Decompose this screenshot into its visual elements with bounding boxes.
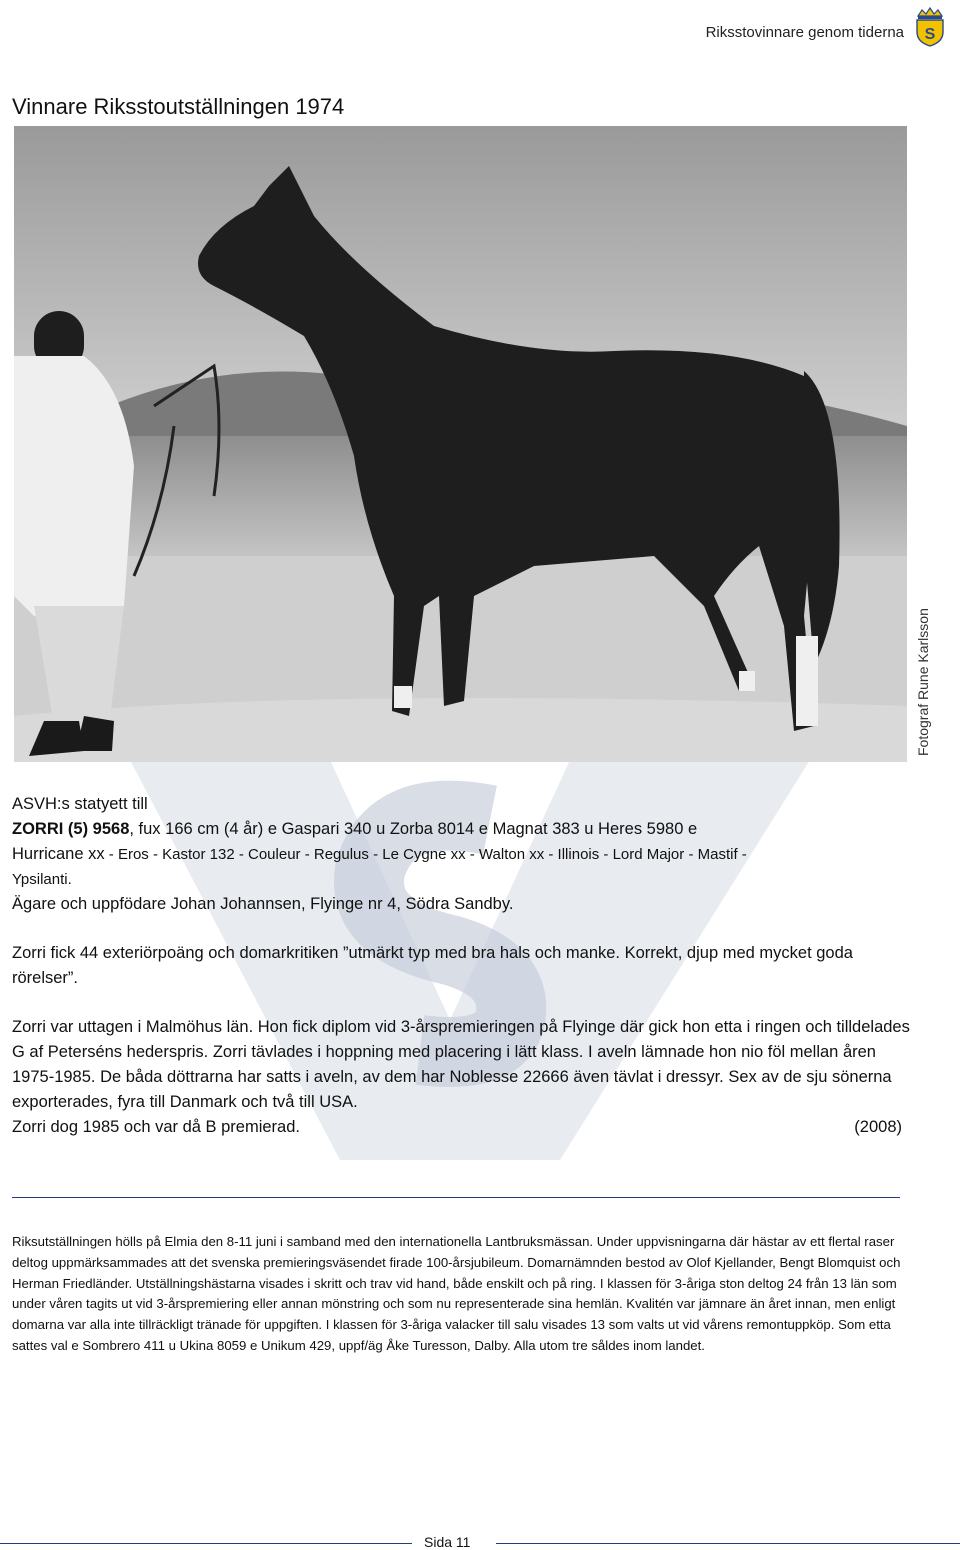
owner-line: Ägare och uppfödare Johan Johannsen, Flyinge nr 4, Södra Sandby.: [12, 895, 514, 913]
year-note: (2008): [854, 1118, 902, 1136]
footnote-paragraph: Riksutställningen hölls på Elmia den 8-11 juni i samband med den internationella Lantbruksmässan. Under uppvisningarna där hästar av ett flertal raser deltog uppmärksammades att det svenska premieringsväsendet firade 100-årsjubileum. Domarnämnden bestod av Olof Kjellander, Bengt Blomquist och Herman Friedländer. Utställningshästarna visades i skritt och trav vid hand, både enskilt och på ring. I klassen för 3-åriga ston deltog 24 från 13 län som under våren tagits ut vid 3-årspremiering eller annan mönstring och som nu representerade sina hemlän. Kvalitén var jämnare än året innan, men enligt domarna var alla inte tillräckligt tränade för uppgiften. I klassen för 3-åriga valacker till salu visades 13 som valts ut vid vårens remontuppköp. Som etta sattes val e Sombrero 411 u Ukina 8059 e Unikum 429, uppf/äg Åke Turesson, Dalby. Alla utom tre såldes inom landet.: [12, 1234, 901, 1353]
pedigree-line-1: [12, 817, 912, 842]
horse-name: ZORRI (5) 9568: [12, 820, 130, 838]
pedigree-text: , fux 166 cm (4 år) e Gaspari 340 u Zorba 8014 e Magnat 383 u Heres 5980 e: [129, 820, 698, 838]
pedigree-sire: Hurricane xx: [12, 845, 105, 863]
history-paragraph: Zorri var uttagen i Malmöhus län. Hon fick diplom vid 3-årspremieringen på Flyinge där gick hon etta i ringen och tilldelades G af Peterséns hederspris. Zorri tävlades i hoppning med placering i lätt klass. I aveln lämnade hon nio föl mellan åren 1975-1985. De båda döttrarna har satts i aveln, av dem har Noblesse 22666 även tävlat i dressyr. Sex av de sju sönerna exporterades, fyra till Danmark och två till USA.: [12, 1018, 910, 1111]
article-body: [12, 792, 912, 1140]
svg-text:S: S: [924, 26, 936, 43]
crown-s-shield-icon: [908, 4, 952, 48]
header-title: Riksstovinnare genom tiderna: [705, 24, 904, 41]
critique-paragraph: Zorri fick 44 exteriörpoäng och domarkritiken ”utmärkt typ med bra hals och manke. Korrekt, djup med mycket goda rörelser”.: [12, 944, 853, 987]
pedigree-ancestors: - Eros - Kastor 132 - Couleur - Regulus - Le Cygne xx - Walton xx - Illinois - Lord Major - Mastif -: [104, 846, 747, 863]
death-note: Zorri dog 1985 och var då B premierad.: [12, 1118, 300, 1136]
page-title: Vinnare Riksstoutställningen 1974: [12, 94, 345, 119]
award-line: ASVH:s statyett till: [12, 795, 148, 813]
photo-credit: Fotograf Rune Karlsson: [915, 608, 931, 756]
page-number: Sida 11: [424, 1534, 471, 1550]
pedigree-line-3: Ypsilanti.: [12, 871, 72, 888]
footer-divider-left: [0, 1543, 412, 1544]
horse-photo: [14, 126, 907, 762]
closing-line: [12, 1115, 902, 1140]
pedigree-line-2: [12, 842, 912, 867]
footer-divider-right: [496, 1543, 960, 1544]
section-divider: [12, 1197, 900, 1198]
